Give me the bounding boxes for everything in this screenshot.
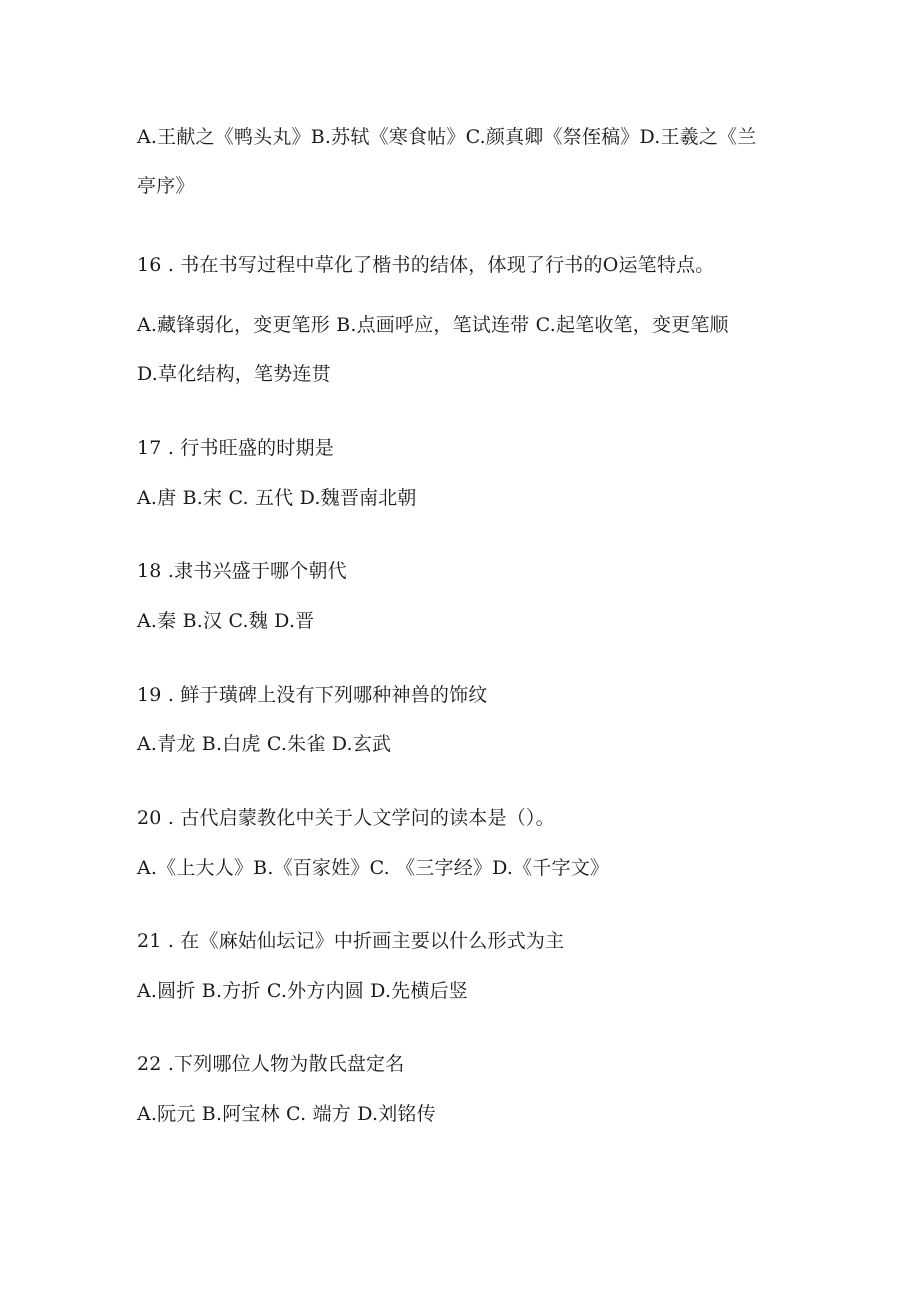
- question-17: 17 . 行书旺盛的时期是: [137, 437, 334, 459]
- question-16: 16 . 书在书写过程中草化了楷书的结体，体现了行书的O运笔特点。: [137, 254, 715, 276]
- q16-options-line-1: A.藏锋弱化，变更笔形 B.点画呼应，笔试连带 C.起笔收笔，变更笔顺: [137, 314, 729, 336]
- q18-options: A.秦 B.汉 C.魏 D.晋: [137, 610, 315, 632]
- question-19: 19 . 鲜于璜碑上没有下列哪种神兽的饰纹: [137, 684, 488, 706]
- q21-options: A.圆折 B.方折 C.外方内圆 D.先横后竖: [137, 980, 468, 1002]
- q19-options: A.青龙 B.白虎 C.朱雀 D.玄武: [137, 733, 392, 755]
- q20-options: A.《上大人》B.《百家姓》C. 《三字经》D.《千字文》: [137, 857, 610, 879]
- q15-options-line-2: 亭序》: [137, 175, 195, 197]
- q15-options-line-1: A.王献之《鸭头丸》B.苏轼《寒食帖》C.颜真卿《祭侄稿》D.王羲之《兰: [137, 126, 757, 148]
- question-20: 20 . 古代启蒙教化中关于人文学问的读本是（）。: [137, 807, 555, 829]
- question-22: 22 .下列哪位人物为散氏盘定名: [137, 1053, 405, 1075]
- q17-options: A.唐 B.宋 C. 五代 D.魏晋南北朝: [137, 487, 417, 509]
- q16-options-line-2: D.草化结构，笔势连贯: [137, 363, 331, 385]
- question-18: 18 .隶书兴盛于哪个朝代: [137, 560, 347, 582]
- q22-options: A.阮元 B.阿宝林 C. 端方 D.刘铭传: [137, 1103, 436, 1125]
- question-21: 21 . 在《麻姑仙坛记》中折画主要以什么形式为主: [137, 930, 565, 952]
